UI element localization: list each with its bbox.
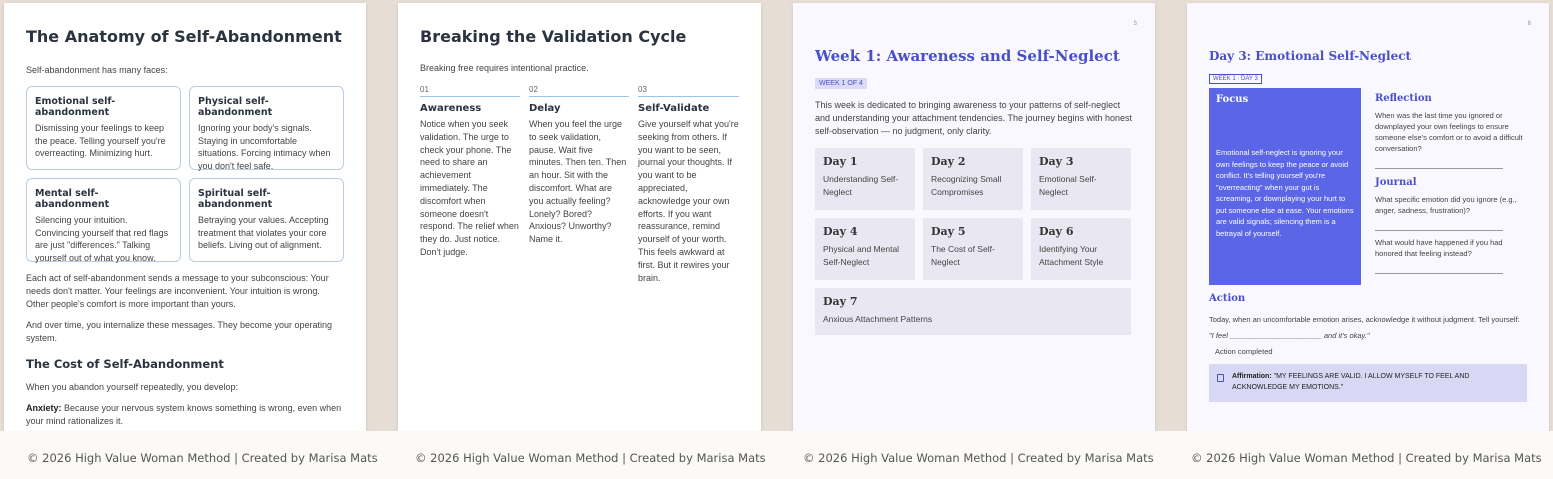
card-body: Betraying your values. Accepting treatment that violates your core beliefs. Living out of alignment.	[198, 215, 329, 250]
paragraph: And over time, you internalize these messages. They become your operating system.	[26, 320, 332, 343]
step-number: 02	[529, 85, 629, 97]
focus-title: Focus	[1216, 94, 1249, 105]
card-spiritual	[189, 178, 344, 262]
action-text: Today, when an uncomfortable emotion arises, acknowledge it without judgment. Tell yourself:	[1209, 315, 1520, 324]
step-body: Notice when you seek validation. The urge to check your phone. The need to share an achievement immediately. The discomfort when someone doesn't respond. The relief when they do. Just notice. Don't judge.	[420, 119, 519, 257]
card-grid	[26, 86, 344, 262]
affirmation-label: Affirmation:	[1232, 373, 1272, 380]
page-title: Day 3: Emotional Self-Neglect	[1209, 49, 1412, 63]
day-title: Day 2	[931, 155, 966, 168]
affirmation-box	[1209, 364, 1527, 402]
journal-question: What would have happened if you had honored that feeling instead?	[1375, 238, 1503, 258]
page-number: 6	[1527, 21, 1531, 27]
day-title: Day 5	[931, 225, 966, 238]
step-title: Delay	[529, 103, 561, 114]
intro-text: This week is dedicated to bringing awareness to your patterns of self-neglect and understanding your attachment tendencies. The journey begins with honest self-observation — no judgment, only clarity.	[815, 100, 1133, 136]
page-number: 5	[1133, 21, 1137, 27]
intro-text: Breaking free requires intentional practice.	[420, 63, 589, 73]
journal-title: Journal	[1375, 177, 1417, 188]
step-body: When you feel the urge to seek validation, pause. Wait five minutes. Then ten. Then an hour. Sit with the discomfort. What are you actually feeling? Lonely? Bored? Anxious? Unworthy? Name it.	[529, 119, 627, 245]
action-completed-checkbox[interactable]: Action completed	[1215, 347, 1273, 356]
footer-text: © 2026 High Value Woman Method | Created by Marisa Mats	[27, 451, 378, 465]
card-title: Mental self-abandonment	[35, 188, 110, 210]
day-card[interactable]	[923, 218, 1023, 280]
footer-text: © 2026 High Value Woman Method | Created by Marisa Mats	[803, 451, 1154, 465]
step-body: Give yourself what you're seeking from others. If you want to be seen, journal your thoughts. If you want to be appreciated, acknowledge your own efforts. If you want reassurance, remind yourself of your worth. This feels awkward at first. But it rewires your brain.	[638, 119, 739, 283]
day-subtitle: Recognizing Small Compromises	[931, 174, 1002, 197]
card-title: Emotional self-abandonment	[35, 96, 116, 118]
page-title: The Anatomy of Self-Abandonment	[26, 27, 342, 46]
day-card[interactable]	[815, 218, 915, 280]
day-title: Day 4	[823, 225, 858, 238]
step-title: Self-Validate	[638, 103, 710, 114]
action-prompt: "I feel ______________________ and it's okay."	[1209, 331, 1370, 340]
focus-box	[1209, 88, 1361, 285]
paragraph: Each act of self-abandonment sends a message to your subconscious: Your needs don't matter. Your feelings are inconvenient. Your intuition is wrong. Other people's comfort is more important than yours.	[26, 273, 329, 309]
step-column	[638, 85, 739, 284]
page-validation-cycle	[398, 3, 761, 433]
card-body: Dismissing your feelings to keep the peace. Telling yourself you're overreacting. Minimizing hurt.	[35, 123, 166, 158]
day-card[interactable]	[815, 288, 1131, 335]
page-title: Breaking the Validation Cycle	[420, 27, 687, 46]
step-number: 01	[420, 85, 520, 97]
anxiety-paragraph	[26, 402, 344, 428]
day-subtitle: The Cost of Self-Neglect	[931, 244, 995, 267]
day-grid	[815, 148, 1133, 335]
affirmation-body: "MY FEELINGS ARE VALID. I ALLOW MYSELF TO FEEL AND ACKNOWLEDGE MY EMOTIONS."	[1232, 373, 1470, 391]
day-title: Day 6	[1039, 225, 1074, 238]
section-heading: The Cost of Self-Abandonment	[26, 357, 224, 371]
reflection-question: When was the last time you ignored or downplayed your own feelings to ensure someone else's comfort or to avoid a difficult conversation?	[1375, 111, 1523, 153]
steps-columns	[420, 85, 739, 284]
footer-text: © 2026 High Value Woman Method | Created by Marisa Mats	[1191, 451, 1542, 465]
day-subtitle: Anxious Attachment Patterns	[823, 314, 933, 324]
action-title: Action	[1209, 293, 1246, 304]
page-anatomy	[4, 3, 366, 433]
card-body: Silencing your intuition. Convincing yourself that red flags are just "differences." Talking yourself out of what you know.	[35, 215, 169, 263]
card-title: Spiritual self-abandonment	[198, 188, 273, 210]
intro-text: Self-abandonment has many faces:	[26, 65, 168, 75]
day-card[interactable]	[1031, 148, 1131, 210]
day-title: Day 7	[823, 295, 858, 308]
focus-reflection-row	[1209, 88, 1527, 285]
page-day-3	[1187, 3, 1549, 433]
day-card[interactable]	[1031, 218, 1131, 280]
week-tag: WEEK 1 OF 4	[815, 78, 867, 89]
day-title: Day 1	[823, 155, 858, 168]
journal-question: What specific emotion did you ignore (e.g., anger, sadness, frustration)?	[1375, 195, 1517, 215]
answer-line[interactable]	[1375, 168, 1503, 169]
card-title: Physical self-abandonment	[198, 96, 273, 118]
day-card[interactable]	[815, 148, 915, 210]
bookmark-icon	[1217, 374, 1224, 382]
card-mental	[26, 178, 181, 262]
day-tag: WEEK 1 · DAY 3	[1209, 74, 1262, 84]
footer-text: © 2026 High Value Woman Method | Created by Marisa Mats	[415, 451, 766, 465]
step-title: Awareness	[420, 103, 482, 114]
anxiety-text: Because your nervous system knows something is wrong, even when your mind rationalizes it.	[26, 403, 342, 426]
focus-body: Emotional self-neglect is ignoring your own feelings to keep the peace or avoid conflict. It's telling yourself you're "overreacting" when your gut is screaming, or downplaying your hurt to put someone else at ease. Your emotions are valid signals; silencing them is a betrayal of yourself.	[1216, 148, 1354, 238]
day-title: Day 3	[1039, 155, 1074, 168]
card-physical	[189, 86, 344, 170]
card-emotional	[26, 86, 181, 170]
reflection-title: Reflection	[1375, 93, 1432, 104]
reflection-column	[1375, 88, 1525, 285]
page-week-1	[793, 3, 1155, 433]
day-subtitle: Emotional Self-Neglect	[1039, 174, 1097, 197]
day-card[interactable]	[923, 148, 1023, 210]
affirmation-text	[1232, 372, 1517, 402]
day-subtitle: Identifying Your Attachment Style	[1039, 244, 1104, 267]
card-body: Ignoring your body's signals. Staying in uncomfortable situations. Forcing intimacy when you don't feel safe.	[198, 123, 331, 171]
step-number: 03	[638, 85, 739, 97]
step-column	[529, 85, 629, 284]
step-column	[420, 85, 520, 284]
paragraph: When you abandon yourself repeatedly, you develop:	[26, 382, 238, 392]
answer-line[interactable]	[1375, 273, 1503, 274]
day-subtitle: Physical and Mental Self-Neglect	[823, 244, 900, 267]
anxiety-label: Anxiety:	[26, 403, 62, 413]
page-title: Week 1: Awareness and Self-Neglect	[815, 47, 1120, 65]
day-subtitle: Understanding Self-Neglect	[823, 174, 899, 197]
answer-line[interactable]	[1375, 230, 1503, 231]
